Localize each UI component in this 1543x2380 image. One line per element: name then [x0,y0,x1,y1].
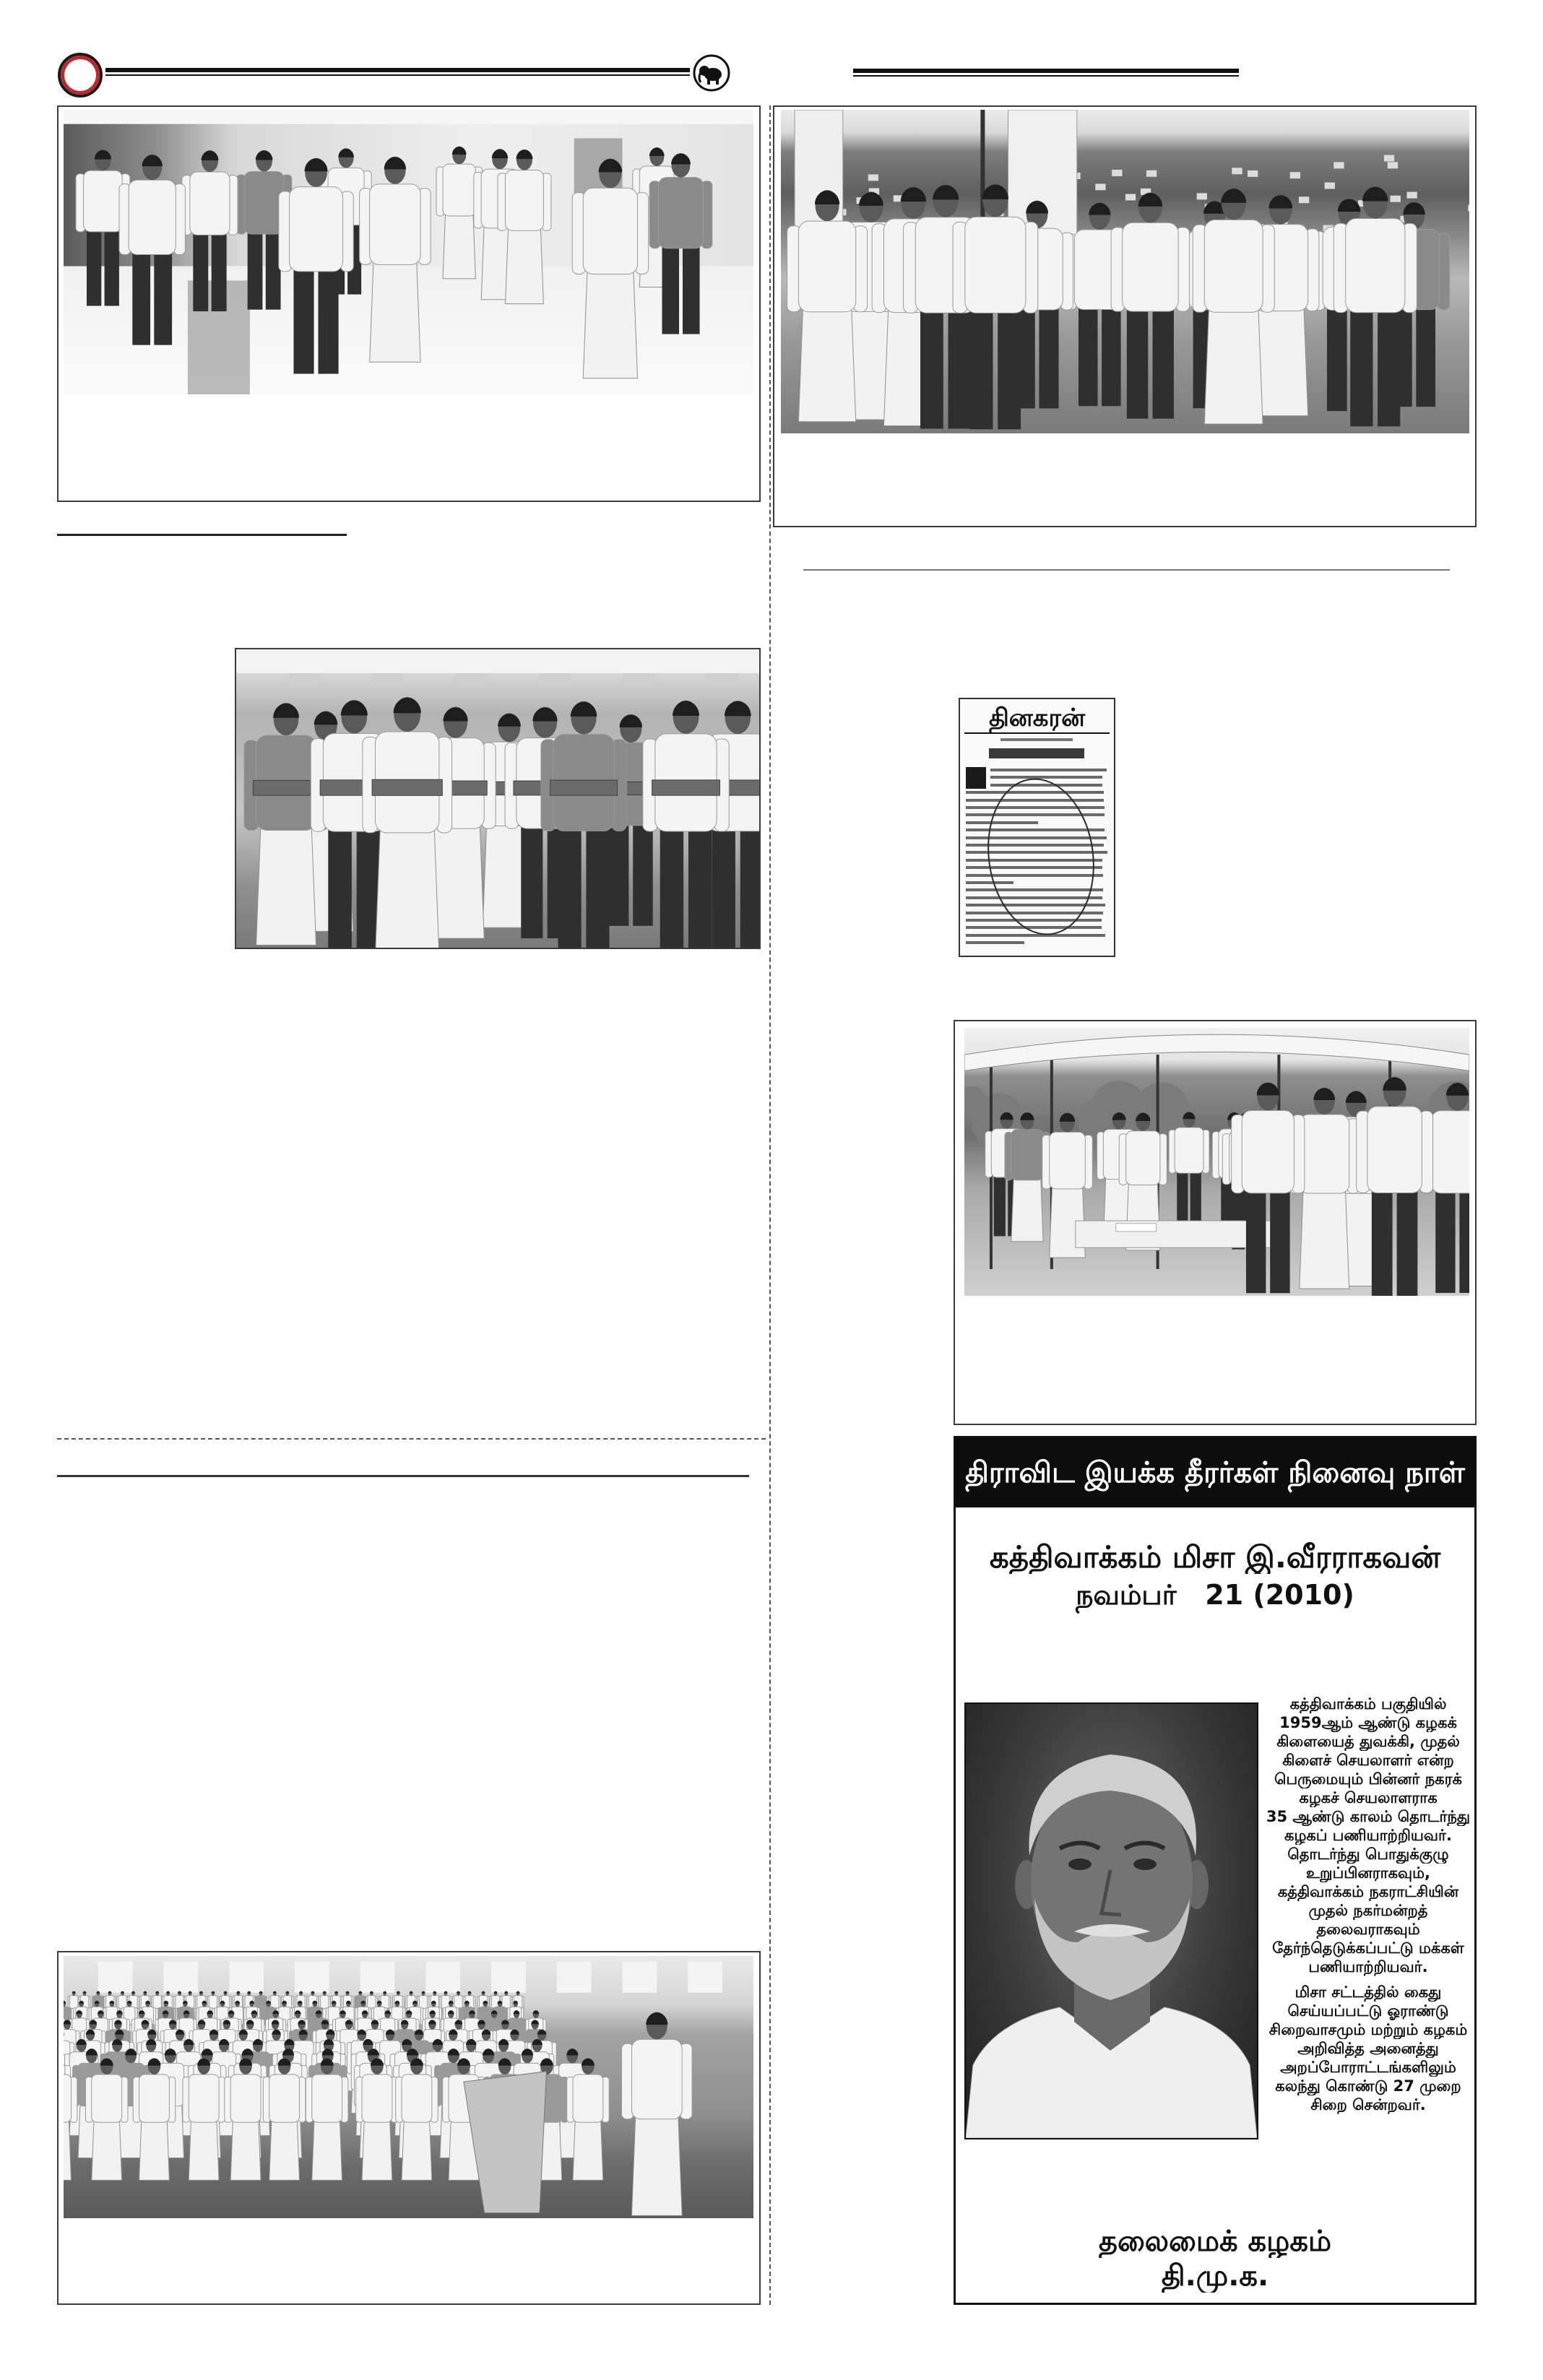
window [557,1961,592,1993]
person-shirt [139,2074,170,2122]
hillside-house [1232,168,1242,174]
person-shirt [230,2074,261,2122]
person-hair [1257,1083,1279,1095]
bio-line: கத்திவாக்கம் நகராட்சியின் [1277,1883,1459,1900]
canopy [964,1034,1469,1070]
person-leg [1152,302,1173,418]
bio-line: உறுப்பினராகவும், [1306,1864,1430,1882]
person-dhoti [506,224,544,303]
person-hair [256,150,273,160]
person-dhoti [269,2117,300,2180]
person-leg [688,821,712,948]
person-shirt [153,1996,161,2009]
bio-line: சிறை சென்றவர். [1310,2096,1426,2113]
photo-box-top-right [773,105,1477,527]
person-dhoti [573,2117,603,2180]
person-leg [1102,301,1121,406]
bio-line: தலைவராகவும் [1316,1921,1420,1938]
person-shirt [631,2039,682,2119]
header-rule-left [105,68,690,76]
news-photo-hallway-visit [64,110,753,394]
person-leg [105,225,119,306]
person-shirt [209,1996,217,2009]
photo-box-right-middle [954,1020,1477,1425]
person-shirt [1431,1111,1469,1193]
news-photo-brick-ceremony [235,648,761,949]
person-figure [1232,1082,1305,1293]
bio-line: செய்யப்பட்டு ஓராண்டு [1287,2002,1449,2020]
window [425,1961,460,1993]
person-hair [394,698,421,713]
photo-box-top-left [57,105,761,502]
person-dhoti [1204,303,1263,424]
person-leg [193,228,208,311]
bio-line: கிளையைத் துவக்கி, முதல் [1276,1733,1460,1750]
person-hair [285,1991,289,1994]
news-photo-site-inspection [781,110,1469,433]
hillside-house [1468,205,1469,212]
person-leg [318,263,338,374]
person-hair [566,2048,578,2055]
section-rule-right-1 [803,569,1450,571]
person-leg [683,241,700,334]
memorial-biography [1266,1695,1471,2114]
person-hair [1138,193,1163,207]
person-dhoti [1011,1175,1043,1242]
person-hair [142,155,163,166]
person-hair [452,147,467,155]
hillside-house [868,174,878,181]
person-hair [397,1991,400,1994]
person-leg [633,817,653,926]
person-hair [273,704,299,718]
bio-line: 1959ஆம் ஆண்டு கழகக் [1279,1714,1457,1731]
bio-paragraph-1 [1266,1695,1471,1976]
person-leg [948,303,972,428]
person-leg [1435,1185,1455,1293]
person-shirt [129,180,176,254]
hillside-house [1391,196,1401,202]
person-leg [212,228,227,311]
person-leg [1459,1185,1469,1293]
person-hair [532,2010,539,2014]
person-leg [1039,301,1058,408]
hillside-house [1197,193,1207,199]
person-hair [314,711,338,724]
hillside-house [1290,172,1300,178]
photo-scene [64,1956,753,2218]
person-hair [72,1991,76,1994]
window [229,1961,264,1993]
person-hair [341,701,368,716]
person-leg [1372,1184,1393,1296]
window [98,1961,133,1993]
person-leg [87,225,101,306]
circle-marker-icon [58,53,103,98]
window [295,1961,329,1993]
portrait-eye [1133,1858,1157,1870]
person-hair [95,150,111,160]
person-dhoti [583,265,637,378]
person-leg [1190,1169,1201,1229]
person-shirt [1011,1130,1043,1180]
brick [652,780,720,795]
bio-line: பெருமையும் பின்னர் நகரக் [1274,1770,1462,1788]
pen-circle-mark [979,772,1104,941]
person-dhoti [798,303,855,422]
memorial-notice [954,1436,1477,2305]
bio-line: முதல் நகர்மன்றத் [1308,1902,1428,1919]
person-dhoti [1300,1185,1349,1289]
person-dhoti [443,210,475,278]
section-rule-left-1 [57,534,347,536]
section-rule-left-2 [57,1475,749,1477]
memorial-footer-org: தலைமைக் கழகம் [1098,2225,1332,2258]
person-hair [859,192,883,206]
person-hair [1362,187,1388,202]
person-hair [346,1991,350,1994]
person-hair [83,1991,87,1994]
papers [1116,1224,1157,1232]
column-divider-dashed [769,105,771,2305]
person-leg [740,821,759,948]
person-leg [1177,1169,1188,1229]
person-shirt [659,178,704,248]
person-leg [970,303,993,429]
person-shirt [190,172,230,235]
person-hair [673,701,699,716]
emblem-leg [716,78,719,85]
emblem-icon [692,53,731,92]
bio-line: கழகச் செயலாளராக [1299,1789,1438,1806]
hillside-house [1325,183,1335,189]
photo-scene [781,110,1469,433]
ceiling-light [456,673,487,685]
photo-scene [964,1028,1469,1296]
person-dhoti [92,2117,122,2180]
person-leg [1079,301,1098,406]
brick [253,780,319,795]
person-shirt [1204,220,1263,312]
person-dhoti [256,821,316,945]
bio-line: மிசா சட்டத்தில் கைது [1295,1983,1442,2001]
ceiling-light [540,673,571,685]
portrait-graphic [966,1704,1257,2138]
bio-line: கழகப் பணியாற்றியவர். [1284,1827,1452,1844]
person-shirt [1126,1131,1160,1185]
person-leg [1397,1184,1418,1296]
memorial-portrait [964,1702,1258,2139]
person-hair [582,2059,595,2066]
person-shirt [362,2074,392,2122]
memorial-footer-party: தி.மு.க. [1161,2259,1269,2293]
person-hair [982,185,1008,199]
person-hair [1313,1088,1335,1100]
person-hair [384,157,406,169]
memorial-person-name: கத்திவாக்கம் மிசா இ.வீரராகவன் [989,1541,1441,1574]
bio-paragraph-2 [1266,1983,1471,2114]
header-rule-right [853,69,1239,77]
person-hair [492,150,508,158]
person-shirt [1300,1115,1349,1193]
person-shirt [244,171,284,233]
window [163,1961,198,1993]
person-leg [662,241,679,334]
person-leg [1378,303,1400,426]
person-shirt [189,2074,219,2122]
person-leg [248,228,263,310]
person-leg [994,1172,1006,1237]
person-hair [155,1991,159,1994]
person-hair [646,2012,667,2025]
memorial-banner: திராவிட இயக்க தீரர்கள் நினைவு நாள் [956,1438,1474,1507]
person-leg [558,821,582,948]
photo-box-bottom-left [57,1951,761,2305]
bio-line: அறப்போராட்டங்களிலும் [1280,2059,1456,2076]
ceiling-light [707,673,738,685]
person-leg [521,819,543,938]
person-figure [1111,192,1189,418]
ceiling [64,110,753,124]
person-leg [328,821,352,948]
person-shirt [370,184,420,264]
person-leg [1327,301,1347,411]
person-shirt [1242,1110,1294,1193]
person-dhoti [631,2111,682,2215]
hillside-house [1406,192,1417,199]
person-hair [901,187,926,202]
newspaper-clipping [959,698,1115,957]
brick [550,780,618,795]
person-hair [468,1991,472,1994]
person-shirt [1175,1128,1203,1173]
person-hair [143,1991,147,1994]
person-hair [199,1991,203,1994]
person-shirt [256,1996,264,2009]
person-shirt [269,2074,300,2122]
bio-line: தேர்ந்தெடுக்கப்பட்டு மக்கள் [1272,1939,1464,1957]
person-shirt [84,170,122,232]
person-shirt [506,170,544,231]
photo-scene [236,649,759,948]
person-hair [649,147,665,156]
person-leg [1416,301,1435,407]
person-hair [1268,195,1292,208]
person-dhoti [139,2117,170,2180]
bio-line: 35 ஆண்டு காலம் தொடர்ந்து [1266,1808,1471,1825]
person-shirt [573,2074,603,2122]
person-shirt [92,2074,122,2122]
podium [464,2072,547,2213]
person-dhoti [362,2117,392,2180]
person-leg [1127,302,1148,418]
person-shirt [965,217,1026,313]
person-hair [725,701,751,717]
ceiling-light [623,673,654,685]
clipping-masthead: தினகரன் [964,702,1110,734]
person-hair [422,1991,425,1994]
memorial-date: நவம்பர் 21 (2010) [1076,1579,1354,1611]
person-hair [482,1991,485,1994]
person-leg [712,821,735,948]
person-leg [998,303,1021,429]
hillside-house [1248,170,1258,177]
person-dhoti [376,822,439,948]
news-photo-meeting-audience [64,1956,753,2218]
person-leg [1270,1185,1289,1293]
person-leg [293,263,314,374]
person-shirt [64,2074,72,2122]
hillside-house [1334,162,1344,168]
person-dhoti [402,2117,432,2180]
person-hair [1221,189,1246,203]
bio-line: சிறைவாசமும் மற்றும் கழகம் [1268,2021,1468,2038]
ceiling [236,649,759,673]
clipping-pen-circle [960,699,1115,957]
person-leg [154,247,172,345]
portrait-eye [1068,1858,1092,1870]
person-shirt [368,1996,376,2009]
window [491,1961,526,1993]
person-hair [671,154,691,165]
person-shirt [70,1996,78,2009]
emblem-leg [707,78,710,85]
hillside-house [1388,162,1398,168]
brick [372,779,442,795]
person-hair [202,151,219,160]
window [360,1961,395,1993]
person-dhoti [312,2117,342,2180]
hillside-house [1095,183,1105,190]
person-hair [1346,1091,1367,1103]
ceiling-light [372,673,403,685]
person-hair [211,1991,215,1994]
person-shirt [583,188,637,274]
person-hair [498,714,521,727]
person-hair [224,1991,228,1994]
person-hair [338,149,354,157]
person-hair [410,1991,413,1994]
bio-line: பணியாற்றியவர். [1308,1958,1428,1976]
person-hair [517,150,533,159]
person-shirt [419,1996,427,2009]
person-dhoti [189,2117,219,2180]
person-shirt [454,1996,462,2009]
person-hair [933,185,959,199]
person-shirt [1050,1132,1086,1189]
person-shirt [1346,219,1405,313]
person-shirt [312,2074,342,2122]
person-hair [334,1991,338,1994]
person-dhoti [370,256,420,363]
person-shirt [402,2074,432,2122]
person-hair [1089,203,1110,215]
person-leg [660,821,683,948]
ceiling-light [288,673,319,685]
person-hair [443,707,467,721]
bio-line: அறிவித்த அனைத்து [1297,2040,1439,2057]
person-leg [586,821,609,948]
person-shirt [443,164,475,216]
person-hair [1403,202,1425,215]
person-hair [571,702,597,717]
bio-line: கலந்து கொண்டு 27 முறை [1275,2077,1461,2095]
window [688,1961,722,1993]
person-leg [132,247,150,345]
person-leg [1246,1185,1266,1293]
hillside-house [1384,155,1394,162]
bio-line: தொடர்ந்து பொதுக்குழு [1287,1845,1449,1863]
person-leg [609,817,629,926]
photo-scene [64,110,753,394]
person-leg [1350,303,1373,426]
hillside-house [1299,196,1309,203]
person-hair [532,707,557,721]
person-hair [1338,199,1361,212]
person-hair [1383,1078,1406,1091]
person-hair [620,714,642,727]
person-hair [1060,1113,1076,1122]
emblem-graphic [692,53,731,92]
person-hair [305,158,328,171]
person-leg [920,303,943,428]
person-shirt [321,1996,329,2009]
person-shirt [1367,1107,1422,1193]
bio-line: கிளைச் செயலாளர் என்ற [1282,1752,1454,1769]
person-figure [622,2012,693,2216]
person-shirt [290,187,343,272]
person-shirt [1123,222,1178,311]
person-hair [273,1991,277,1994]
person-hair [64,2001,66,2004]
person-shirt [798,221,855,312]
person-dhoti [230,2117,261,2180]
hillside-house [1112,170,1122,176]
section-divider-dashed [57,1438,766,1440]
news-photo-registration-desk [964,1028,1469,1296]
window [623,1961,657,1993]
hillside-house [1125,194,1136,201]
bio-line: கத்திவாக்கம் பகுதியில் [1289,1695,1447,1713]
hillside-house [1146,170,1157,177]
